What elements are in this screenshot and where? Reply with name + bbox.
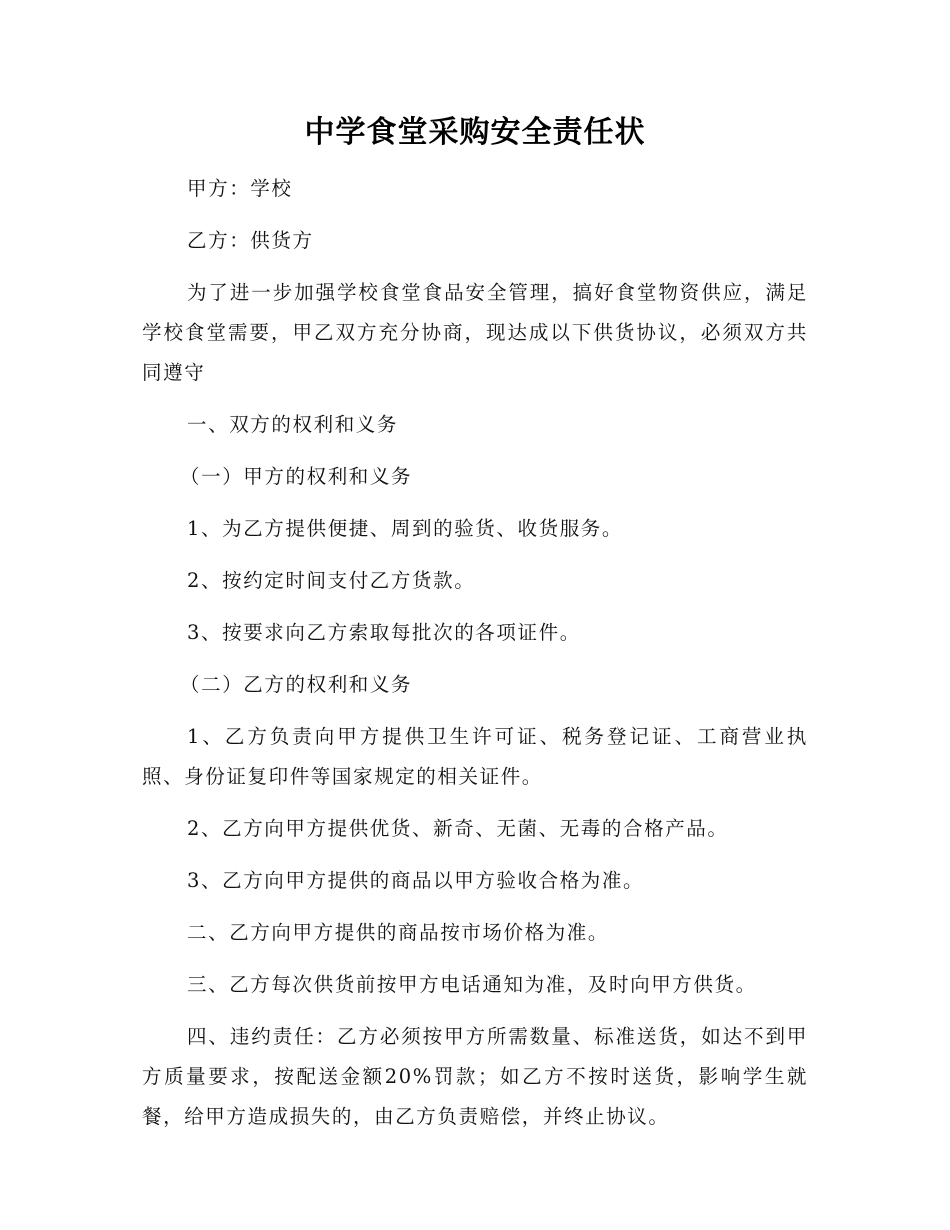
party-a-clause-1: 1、为乙方提供便捷、周到的验货、收货服务。 (187, 517, 624, 540)
section-breach-liability: 四、违约责任：乙方必须按甲方所需数量、标准送货，如达不到甲方质量要求，按配送金额20%罚款；如乙方不按时送货，影响学生就餐，给甲方造成损失的，由乙方负责赔偿，并终止协议。 (142, 1025, 808, 1128)
subsection-heading-party-b: （二）乙方的权利和义务 (180, 673, 413, 696)
section-pricing: 二、乙方向甲方提供的商品按市场价格为准。 (187, 921, 610, 944)
party-b-clause-3: 3、乙方向甲方提供的商品以甲方验收合格为准。 (187, 869, 645, 892)
preamble-paragraph: 为了进一步加强学校食堂食品安全管理，搞好食堂物资供应，满足学校食堂需要，甲乙双方充分协商，现达成以下供货协议，必须双方共同遵守 (142, 281, 808, 384)
party-a-line: 甲方：学校 (187, 177, 293, 200)
party-b-clause-2: 2、乙方向甲方提供优货、新奇、无菌、无毒的合格产品。 (187, 817, 729, 840)
party-b-clause-1: 1、乙方负责向甲方提供卫生许可证、税务登记证、工商营业执照、身份证复印件等国家规定的相关证件。 (142, 725, 808, 788)
party-a-clause-2: 2、按约定时间支付乙方货款。 (187, 569, 476, 592)
section-heading-rights: 一、双方的权利和义务 (187, 413, 399, 436)
section-delivery: 三、乙方每次供货前按甲方电话通知为准，及时向甲方供货。 (187, 973, 757, 996)
party-a-clause-3: 3、按要求向乙方索取每批次的各项证件。 (187, 621, 581, 644)
document-title: 中学食堂采购安全责任状 (304, 115, 646, 150)
party-b-line: 乙方：供货方 (187, 229, 314, 252)
subsection-heading-party-a: （一）甲方的权利和义务 (180, 465, 413, 488)
